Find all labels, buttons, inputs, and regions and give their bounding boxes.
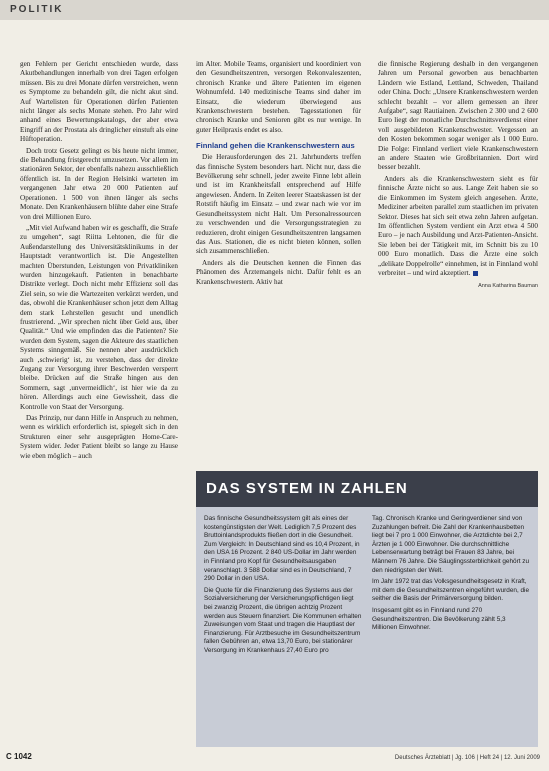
paragraph: „Mit viel Aufwand haben wir es geschafft, die Strafe zu umgehen“, sagt Riitta Lehtonen, die für die Außendarstellung des Universitätsklinikums in der Hauptstadt verantwortlich ist. Die Angestellten machten Überstunden, Leistungen von Privatkliniken wurden hinzugekauft. Patienten in benachbarte Distrikte verlegt. Doch nicht mehr Effizienz soll das Ziel sein, so wie die Wartezeiten verkürzt werden, und das, obwohl die Krankenhäuser schon jetzt dem Alltag dem stark Lehrstellen gesucht und unendlich frustrierend. „Wir sprechen nicht über Geld aus, über Qualität.“ Und wie empfinden das die Patienten? Sie wurden dem System, sagen die Akteure des staatlichen Systems sinngemäß. Sie nennen aber ausdrücklich auch ‚schwierig‘ ist, zu verstehen, dass der direkte Zugang zur Versorgung ihrer Beschwerden versperrt bleibe. Drücken auf die Straße hingen aus den Sommern, sagt ‚unvermeidlich‘, ist hier wie da zu hören. Allerdings auch eine Gewissheit, dass die Kontrolle von Staat der Versorgung. (20, 223, 178, 411)
paragraph: die finnische Regierung deshalb in den vergangenen Jahren um Personal geworben aus benachbarten Ländern wie Estland, Lettland, Schweden, Thailand oder China. Doch: „Unsere Krankenschwestern werden schlecht bezahlt – vor allem gemessen an ihrer Aufgabe“, sagt Rautiainen. Zwischen 2 300 und 2 600 Euro liegt der monatliche Durchschnittsverdienst einer voll ausgebildeten Krankenschwester. Vergessen an den Kosten bekommen sogar weniger als 1 000 Euro. Die Folge: Finnland verliert viele Krankenschwestern an andere Staaten wie Großbritannien. Dort wird besser bezahlt. (378, 60, 538, 172)
info-paragraph: Die Quote für die Finanzierung des Systems aus der Sozialversicherung der Versicherungspflichtigen liegt bei zwanzig Prozent, die übrigen achtzig Prozent werden aus Steuern finanziert. Die Kommunen erhalten Zuweisungen vom Staat und tragen die Hauptlast der Finanzierung. Für Arztbesuche im Gesundheitszentrum fallen Gebühren an, etwa 13,70 Euro, bei stationärer Versorgung im Krankenhaus 27,40 Euro pro (204, 586, 362, 654)
paragraph: Doch trotz Gesetz gelingt es bis heute nicht immer, die Behandlung fristgerecht umzusetzen. Vor allem im stationären Sektor, der ebenfalls nahezu ausschließlich öffentlich ist. In der Region Helsinki warteten im vergangenen Jahr etwa 20 000 Patienten auf Operationen. 1 500 von ihnen länger als sechs Monate. Den Krankenhäusern blühte daher eine Strafe von drei Millionen Euro. (20, 146, 178, 221)
info-paragraph: Im Jahr 1972 trat das Volksgesundheitsgesetz in Kraft, mit dem die Gesundheitszentren eingeführt wurden, die seither die Basis der Primärversorgung bilden. (372, 578, 530, 603)
paragraph (378, 175, 538, 278)
author-byline: Anna Katharina Bauman (478, 283, 538, 290)
info-paragraph: Tag. Chronisch Kranke und Geringverdiener sind von Zuzahlungen befreit. Die Zahl der Krankenhausbetten liegt bei 7 pro 1 000 Einwohner, die Arztdichte bei 2,7 Ärzten je 1 000 Einwohner. Die durchschnittliche Lebenserwartung beträgt bei Frauen 83 Jahre, bei Männern 76 Jahre. Die Säuglingssterblichkeit gehört zu den niedrigsten der Welt. (372, 515, 530, 574)
article-column-1 (20, 60, 178, 750)
journal-citation: Deutsches Ärzteblatt | Jg. 106 | Heft 24 | 12. Juni 2009 (394, 755, 540, 761)
page-number: C 1042 (6, 752, 32, 761)
paragraph: gen Fehlern per Gericht entschieden wurde, dass Akutbehandlungen innerhalb von drei Tagen erfolgen müssen. Bis zu drei Monate dürfen verstreichen, wenn es Symptome zu behandeln gilt, die nicht akut sind. Auf Wartelisten für Operationen dürfen Patienten nicht länger als sechs Monate stehen. Pro Jahr wird anhand eines Bewertungskatalogs, der aber etwa Eingriff an der Prostata als dringlicher einstuft als eine Hüftoperation. (20, 60, 178, 144)
info-paragraph: Insgesamt gibt es in Finnland rund 270 Gesundheitszentren. Die Bevölkerung zählt 5,3 Millionen Einwohner. (372, 606, 506, 632)
paragraph: im Alter. Mobile Teams, organisiert und koordiniert von den Gesundheitszentren, versorgen Rekonvaleszenten, chronisch Kranke und ältere Patienten im eigenen Wohnumfeld. 140 medizinische Teams sind daher im Einsatz, die wiederum überwiegend aus Krankenschwestern bestehen. Tagesstationen für chronisch Kranke und Senioren gibt es nur wenige. In guter Heilpraxis endet es also. (196, 60, 361, 134)
info-box-title: DAS SYSTEM IN ZAHLEN (196, 471, 538, 507)
section-header-bar (0, 0, 549, 20)
paragraph: Die Herausforderungen des 21. Jahrhunderts treffen das finnische System besonders hart. Nicht nur, dass die Bevölkerung sehr schnell, jeder zweite Finne lebt allein und ist im Krankheitsfall entsprechend auf Hilfe angewiesen. Ändern. In Zeiten leerer Staatskassen ist der Rotstift häufig im Einsatz – und zwar nach wie vor im Gesundheitssystem nicht Halt. Um Personalressourcen zu verschwenden und die Versorgungsstrategien zu reduzieren, droht einigen Gesundheitszentren langsamen das Aus. Stationen, die es nicht bieten können, sollen sich zusammenschließen. (196, 153, 361, 256)
info-box (196, 471, 538, 747)
article-column-3 (378, 60, 538, 470)
info-paragraph: Das finnische Gesundheitssystem gilt als eines der kostengünstigsten der Welt. Lediglich 7,5 Prozent des Bruttoinlandsprodukts fließen dort in die Gesundheit. Zum Vergleich: In Deutschland sind es 10,4 Prozent, in den USA 16 Prozent. 2 840 US-Dollar im Jahr werden in Finnland pro Kopf für Gesundheitsausgaben veranschlagt. 3 588 Dollar sind es in Deutschland, 7 290 Dollar in den USA. (204, 515, 360, 583)
info-box-column-2 (372, 515, 530, 741)
end-mark-icon (473, 271, 478, 276)
paragraph: Das Prinzip, nur dann Hilfe in Anspruch zu nehmen, wenn es wirklich erforderlich ist, spiegelt sich in den Strukturen einer sehr ausgeprägten Home-Care-System wider. Jeder Patient bleibt so lange zu Hause wie eben möglich – auch (20, 414, 178, 460)
article-column-2 (196, 60, 361, 460)
article-subheading: Finnland gehen die Krankenschwestern aus (196, 141, 355, 151)
paragraph: Anders als die Deutschen kennen die Finnen das Phänomen des Ärztemangels nicht. Dafür fehlt es an Krankenschwestern. Aktiv hat (196, 258, 361, 286)
paragraph-text: Anders als die Krankenschwestern sieht es für finnische Ärzte nicht so aus. Lange Zeit haben sie so die Einkommen im System gleich angesehen. Ärzte, Mediziner arbeiten parallel zum staatlichen im privaten Sektor. Dieses hat sich seit etwa zehn Jahren aufgetan. Im öffentlichen System verdient ein Arzt etwa 4 500 Euro – je nach Ausbildung und Arzt-Patienten-Ansicht. Sie leben bei der Tätigkeit mit, im Schnitt bis zu 10 000 Euro monatlich. Dass die Ärzte eine solch „delikate Doppelrolle“ einnehmen, ist in Finnland wohl verbreitet – und wird akzeptiert. (378, 174, 538, 277)
info-box-column-1 (204, 515, 362, 741)
section-label: POLITIK (10, 4, 64, 15)
